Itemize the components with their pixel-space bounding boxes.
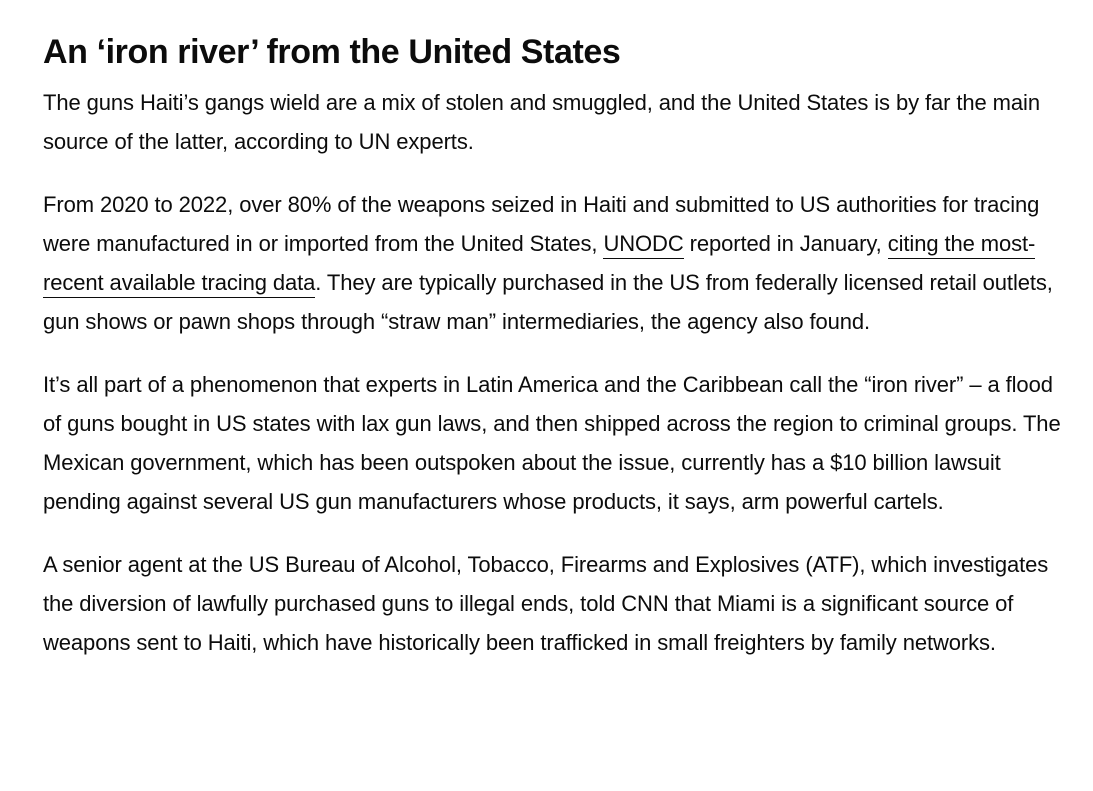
paragraph-4: A senior agent at the US Bureau of Alcohol, Tobacco, Firearms and Explosives (ATF), which investigates the diversion of lawfully purchased guns to illegal ends, told CNN that Miami is a significant source of weapons sent to Haiti, which have historically been trafficked in small freighters by family networks. [43, 552, 1049, 655]
paragraph-1: The guns Haiti’s gangs wield are a mix of stolen and smuggled, and the United States is by far the main source of the latter, according to UN experts. [43, 90, 1040, 154]
section-heading: An ‘iron river’ from the United States [43, 33, 621, 71]
paragraph-2-text-start: From 2020 to 2022, over 80% of the weapons seized in Haiti and submitted to US authorities for tracing were manufactured in or imported from the United States, [43, 192, 1040, 256]
tracing-data-link[interactable]: citing the most-recent available tracing data [43, 231, 1035, 298]
paragraph-2-text-middle: reported in January, [683, 231, 888, 256]
paragraph-2-text-end: . They are typically purchased in the US from federally licensed retail outlets, gun shows or pawn shops through “straw man” intermediaries, the agency also found. [43, 270, 1053, 334]
article-body [43, 31, 1073, 686]
paragraph-2 [43, 185, 1073, 341]
paragraph-3: It’s all part of a phenomenon that experts in Latin America and the Caribbean call the “iron river” – a flood of guns bought in US states with lax gun laws, and then shipped across the region to criminal groups. The Mexican government, which has been outspoken about the issue, currently has a $10 billion lawsuit pending against several US gun manufacturers whose products, it says, arm powerful cartels. [43, 372, 1061, 514]
unodc-link[interactable]: UNODC [603, 231, 683, 259]
